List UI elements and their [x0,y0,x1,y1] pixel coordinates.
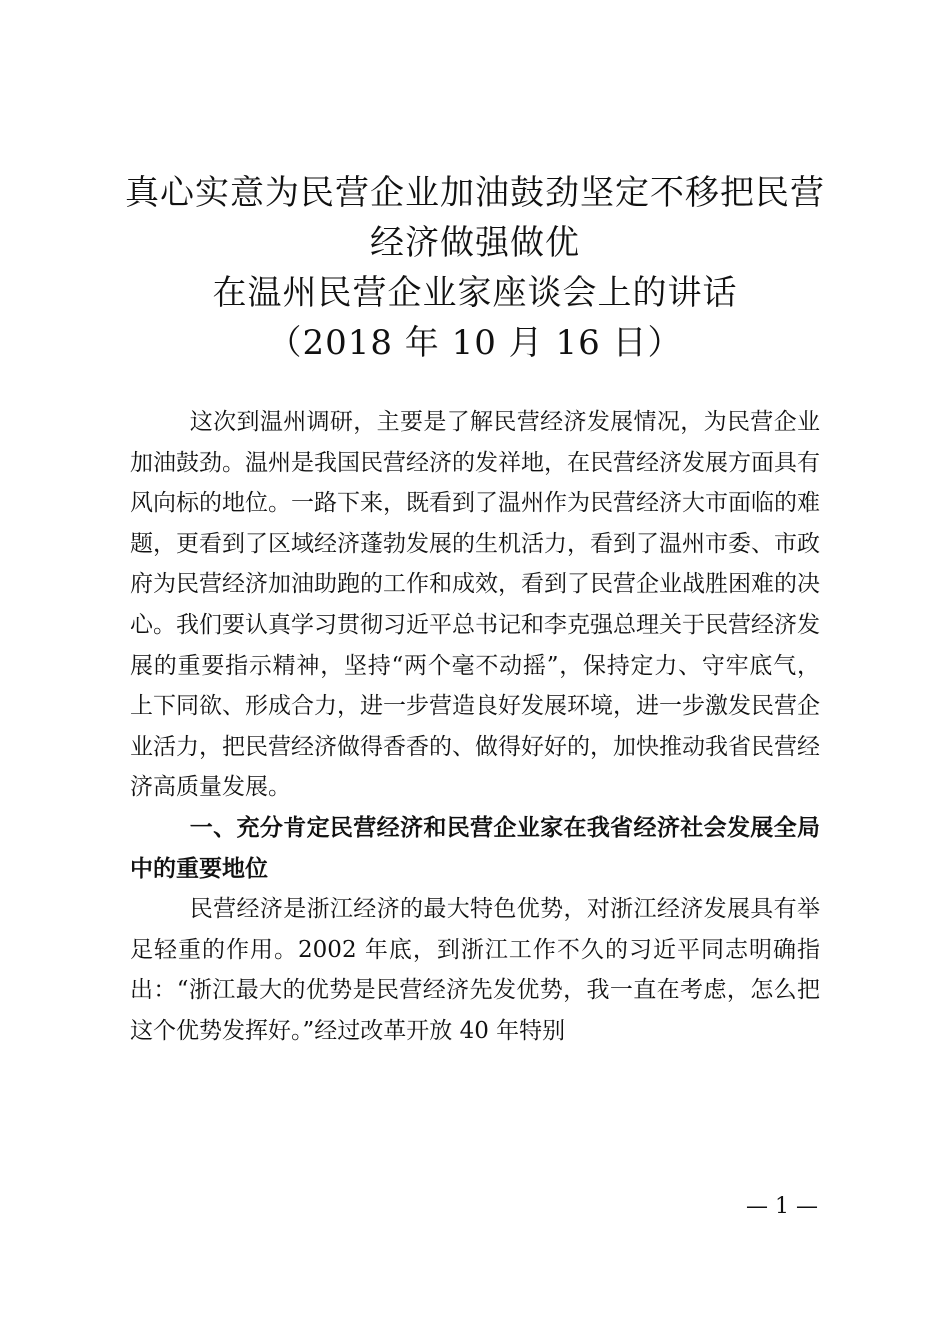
title-line-2: 经济做强做优 [370,223,580,263]
section-heading-1: 一、充分肯定民营经济和民营企业家在我省经济社会发展全局中的重要地位 [130,814,820,882]
page-number: — 1 — [746,1194,818,1219]
document-body [130,402,820,1052]
title-line-1: 真心实意为民营企业加油鼓劲坚定不移把民营 [125,173,825,213]
speech-subtitle: 在温州民营企业家座谈会上的讲话 [212,273,738,313]
document-title [110,168,840,368]
body-paragraph-1: 这次到温州调研，主要是了解民营经济发展情况，为民营企业加油鼓劲。温州是我国民营经济的发祥地，在民营经济发展方面具有风向标的地位。一路下来，既看到了温州作为民营经济大市面临的难题，更看到了区域经济蓬勃发展的生机活力，看到了温州市委、市政府为民营经济加油助跑的工作和成效，看到了民营企业战胜困难的决心。我们要认真学习贯彻习近平总书记和李克强总理关于民营经济发展的重要指示精神，坚持“两个毫不动摇”，保持定力、守牢底气，上下同欲、形成合力，进一步营造良好发展环境，进一步激发民营企业活力，把民营经济做得香香的、做得好好的，加快推动我省民营经济高质量发展。 [130,409,820,801]
speech-date: （2018 年 10 月 16 日） [267,323,683,363]
body-paragraph-2: 民营经济是浙江经济的最大特色优势，对浙江经济发展具有举足轻重的作用。2002 年底，到浙江工作不久的习近平同志明确指出：“浙江最大的优势是民营经济先发优势，我一直在考虑，怎么把这个优势发挥好。”经过改革开放 40 年特别 [130,896,820,1044]
